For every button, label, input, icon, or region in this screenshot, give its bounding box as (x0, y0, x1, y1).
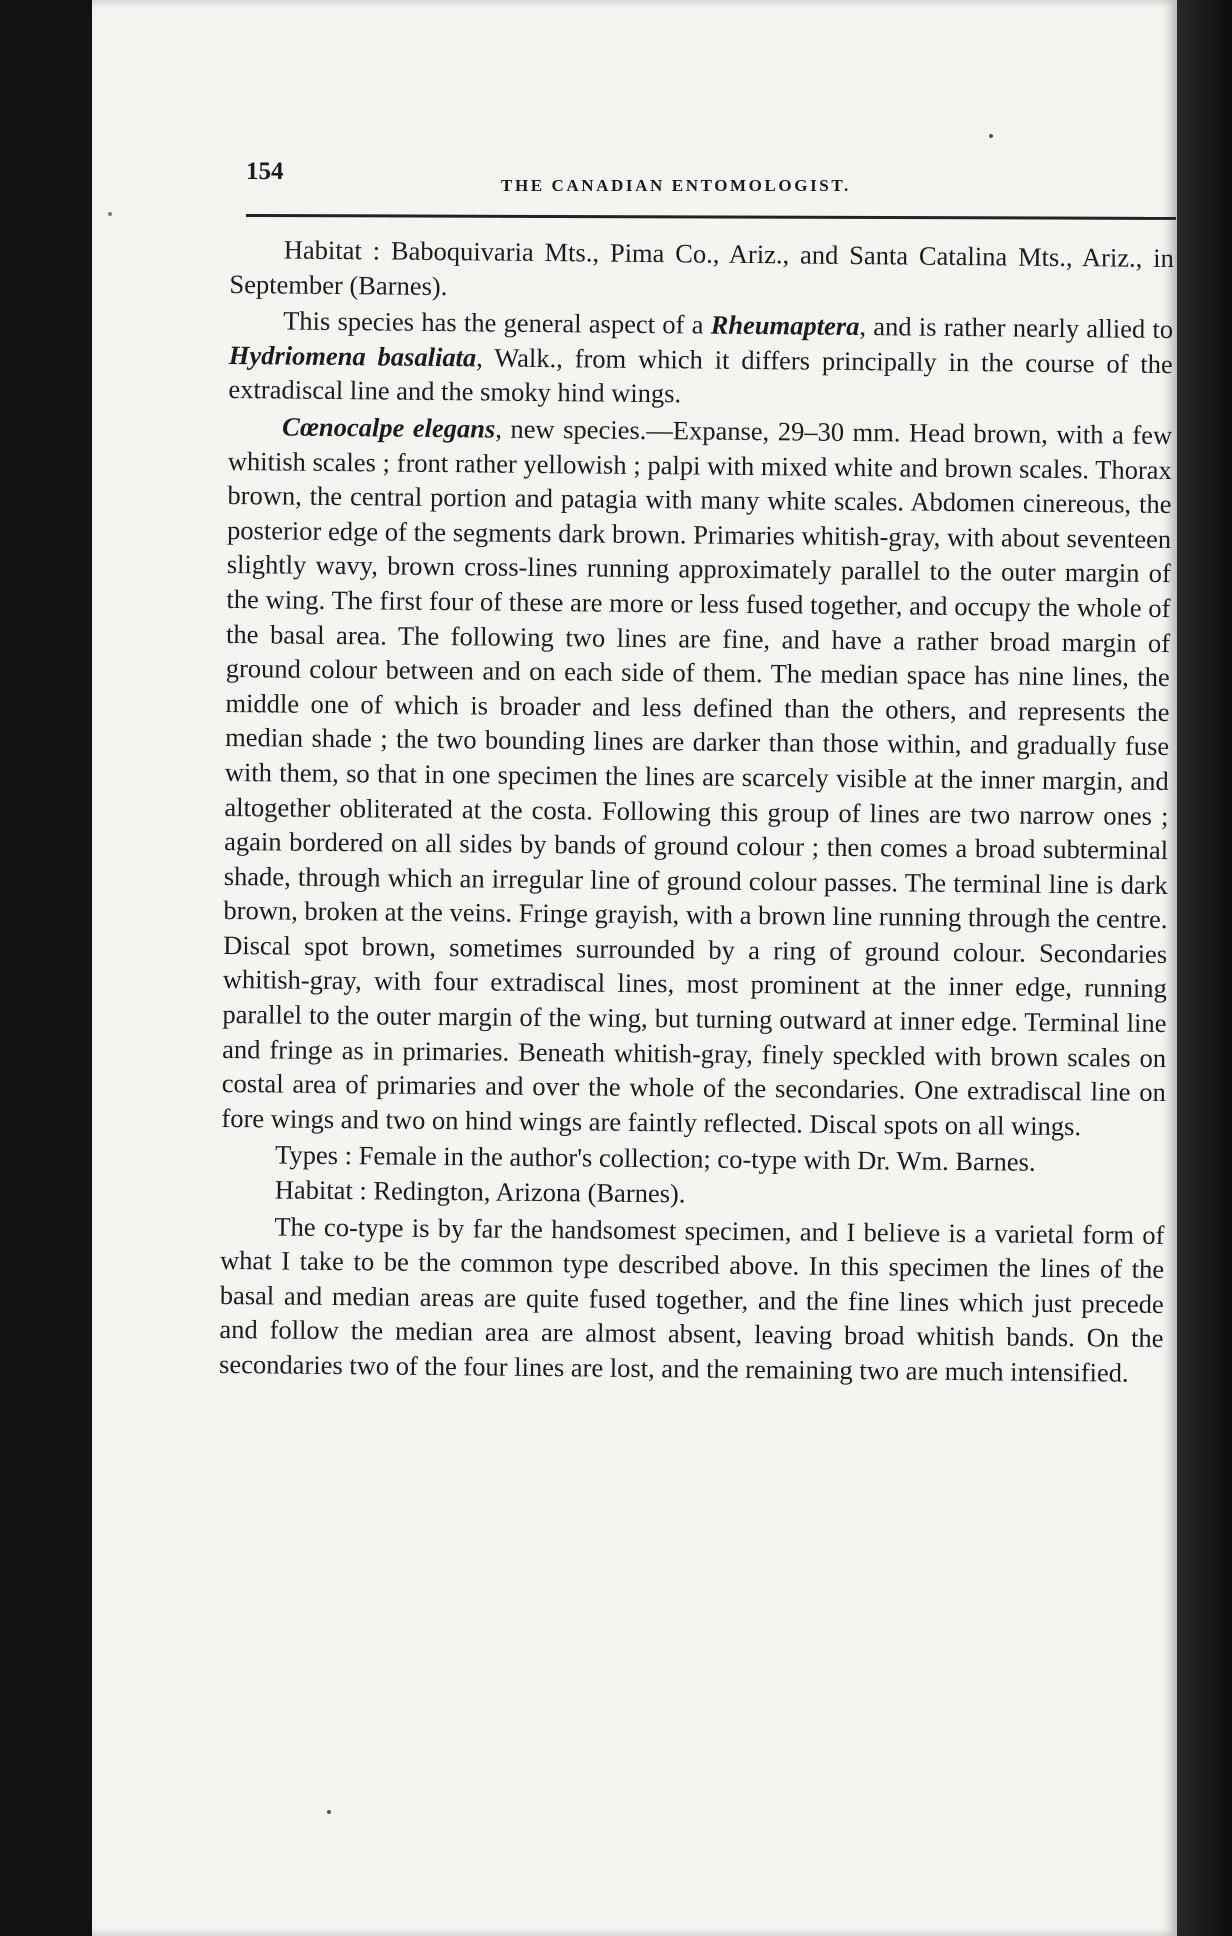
page-number: 154 (246, 158, 284, 185)
page-header (246, 158, 1176, 206)
new-species-name: Cœnocalpe elegans (281, 411, 496, 444)
species-name: Hydriomena basaliata (228, 339, 477, 373)
paragraph-text: , and is rather nearly allied to (859, 311, 1174, 345)
genus-name: Rheumaptera (710, 309, 860, 342)
article-body (219, 232, 1174, 1391)
scan-speck (108, 212, 112, 216)
paragraph-description (221, 409, 1172, 1144)
paragraph-text: Habitat : Redington, Arizona (Barnes). (274, 1174, 686, 1209)
paragraph-cotype (219, 1209, 1165, 1391)
paragraph-text: This species has the general aspect of a (283, 305, 711, 340)
scan-speck (989, 134, 993, 138)
page-binding-edge (1177, 0, 1232, 1936)
paragraph-text: , Walk., from which it differs principally in the course of the extradiscal line and the smoky hind wings. (228, 342, 1173, 409)
scan-speck (327, 1810, 331, 1814)
paragraph-text: , new species.—Expanse, 29–30 mm. Head brown, with a few whitish scales ; front rather yellowish ; palpi with mixed white and brown scales. Thorax brown, the central portion and patagia with many white scales. Abdomen cinereous, the posterior edge of the segments dark brown. Primaries whitish-gray, with about seventeen slightly wavy, brown cross-lines running approximately parallel to the outer margin of the wing. The first four of these are more or less fused together, and occupy the whole of the basal area. The following two lines are fine, and have a rather broad margin of ground colour between and on each side of them. The median space has nine lines, the middle one of which is broader and less defined than the others, and represents the median shade ; the two bounding lines are darker than those within, and gradually fuse with them, so that in one specimen the lines are scarcely visible at the inner margin, and altogether obliterated at the costa. Following this group of lines are two narrow ones ; again bordered on all sides by bands of ground colour ; then comes a broad subterminal shade, through which an irregular line of ground colour passes. The terminal line is dark brown, broken at the veins. Fringe grayish, with a brown line running through the centre. Discal spot brown, sometimes surrounded by a ring of ground colour. Secondaries whitish-gray, with four extradiscal lines, most prominent at the inner edge, running parallel to the outer margin of the wing, but turning outward at inner edge. Terminal line and fringe as in primaries. Beneath whitish-gray, finely speckled with brown scales on costal area of primaries and over the whole of the secondaries. One extradiscal line on fore wings and two on hind wings are faintly reflected. Discal spots on all wings. (221, 413, 1173, 1142)
paragraph-comparison (228, 303, 1173, 416)
paragraph-text: Habitat : Baboquivaria Mts., Pima Co., Ariz., and Santa Catalina Mts., Ariz., in September (Barnes). (229, 234, 1174, 301)
running-title: THE CANADIAN ENTOMOLOGIST. (501, 176, 851, 195)
paragraph-text: Types : Female in the author's collection; co-type with Dr. Wm. Barnes. (274, 1139, 1036, 1178)
paragraph-habitat-1 (229, 232, 1174, 310)
paragraph-text: The co-type is by far the handsomest specimen, and I believe is a varietal form of what I take to be the common type described above. In this specimen the lines of the basal and median areas are quite fused together, and the fine lines which just precede and follow the median area are almost absent, leaving broad whitish bands. On the secondaries two of the four lines are lost, and the remaining two are much intensified. (218, 1211, 1165, 1388)
